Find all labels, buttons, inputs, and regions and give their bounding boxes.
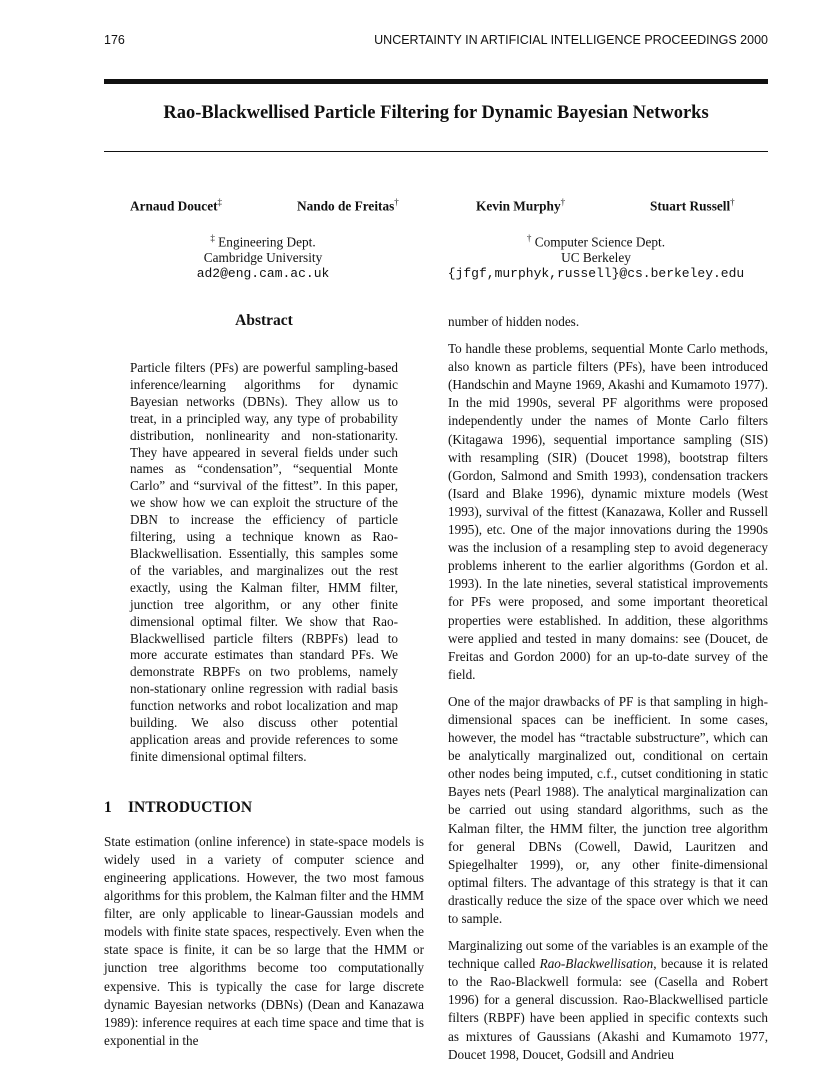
affiliation-berkeley xyxy=(436,230,756,282)
emphasized-term: Rao-Blackwellisation xyxy=(539,956,654,972)
intro-paragraph-1: State estimation (online inference) in state-space models is widely used in a variety of computer science and engineering applications. However, the two most famous algorithms for this problem, the Kalman filter and the HMM filter, are only applicable to linear-Gaussian models and models with finite state spaces, respectively. Even when the state space is finite, it can be so large that the HMM or junction tree algorithms become too computationally expensive. This is typically the case for large discrete dynamic Bayesian networks (DBNs) (Dean and Kanazawa 1989): inference requires at each time space and time that is exponential in the xyxy=(104,833,424,1048)
affiliation-email: ad2@eng.cam.ac.uk xyxy=(196,266,330,282)
title-rule-top xyxy=(104,79,768,84)
author-mark: † xyxy=(394,197,399,207)
intro-paragraph-3: One of the major drawbacks of PF is that sampling in high-dimensional spaces can be inefficient. In some cases, however, the model has “tractable substructure”, which can be analytically marginalized out, conditional on certain other nodes being imputed, c.f., cutset conditioning in static Bayes nets (Pearl 1988). The analytical marginalization can be carried out using standard algorithms, such as the Kalman filter, the HMM filter, the junction tree algorithm for general DBNs (Cowell, Dawid, Lauritzen and Spiegelhalter 1999), or, any other finite-dimensional optimal filters. The advantage of this strategy is that it can drastically reduce the size of the space over which we need to sample. xyxy=(448,693,768,926)
left-column xyxy=(104,312,424,1050)
section-heading xyxy=(104,799,424,817)
paper-title: Rao-Blackwellised Particle Filtering for Dynamic Bayesian Networks xyxy=(163,103,709,123)
right-column xyxy=(448,313,768,1073)
page-number: 176 xyxy=(104,33,125,47)
affiliation-cambridge xyxy=(150,230,376,282)
author-name: Kevin Murphy xyxy=(476,198,561,214)
intro-paragraph-2: To handle these problems, sequential Monte Carlo methods, also known as particle filters (PFs), have been introduced (Handschin and Mayne 1969, Akashi and Kumamoto 1977). In the mid 1990s, several PF algorithms were proposed independently under the names of Monte Carlo filters (Kitagawa 1996), sequential importance sampling (SIS) with resampling (SIR) (Doucet 1998), bootstrap filters (Gordon, Salmond and Smith 1993), condensation trackers (Isard and Blake 1996), dynamic mixture models (West 1993), survival of the fittest (Kanazawa, Koller and Russell 1995), etc. One of the major innovations during the 1990s was the inclusion of a resampling step to avoid degeneracy problems inherent to the earlier algorithms (Gordon et al. 1993). In the late nineties, several statistical improvements for PFs were proposed, and some important theoretical properties were established. In addition, these algorithms were applied and tested in many domains: see (Doucet, de Freitas and Gordon 2000) for an up-to-date survey of the field. xyxy=(448,341,768,682)
abstract-text: Particle filters (PFs) are powerful sampling-based inference/learning algorithms for dynamic Bayesian networks (DBNs). They allow us to treat, in a principled way, any type of probability distribution, nonlinearity and non-stationarity. They have appeared in several fields under such names as “condensation”, “sequential Monte Carlo” and “survival of the fittest”. In this paper, we show how we can exploit the structure of the DBN to increase the efficiency of particle filtering, using a technique known as Rao-Blackwellisation. Essentially, this samples some of the variables, and marginalizes out the rest exactly, using the Kalman filter, HMM filter, junction tree algorithm, or any other finite dimensional optimal filter. We show that Rao-Blackwellised particle filters (RBPFs) lead to more accurate estimates than standard PFs. We demonstrate RBPFs on two problems, namely non-stationary online regression with radial basis function networks and robot localization and map building. We also discuss other potential application areas and provide references to some finite dimensional optimal filters. xyxy=(130,360,398,764)
running-header xyxy=(104,33,768,49)
section-number: 1 xyxy=(104,798,112,816)
section-title: INTRODUCTION xyxy=(128,798,253,816)
affiliation-org: UC Berkeley xyxy=(561,250,631,266)
author-mark: ‡ xyxy=(217,197,223,207)
affiliation-mark: † xyxy=(526,233,532,243)
intro-paragraph-4 xyxy=(448,937,768,1064)
paragraph-text: Marginalizing out some of the variables is an example of the technique called xyxy=(448,938,768,972)
author-name: Nando de Freitas xyxy=(297,198,395,214)
author-russell xyxy=(650,197,735,214)
abstract-heading: Abstract xyxy=(235,312,293,329)
paragraph-text: , because it is related to the Rao-Blackwell formula: see (Casella and Robert 1996) for a general discussion. Rao-Blackwellised particle filters (RBPF) have been applied in specific contexts such as mixtures of Gaussians (Akashi and Kumamoto 1977, Doucet 1998, Doucet, Godsill and Andrieu xyxy=(448,956,768,1062)
intro-paragraph-1-continued: number of hidden nodes. xyxy=(448,314,580,329)
affiliation-mark: ‡ xyxy=(210,233,215,243)
venue-title: UNCERTAINTY IN ARTIFICIAL INTELLIGENCE PROCEEDINGS 2000 xyxy=(374,33,768,47)
author-name: Stuart Russell xyxy=(650,198,731,214)
author-de-freitas xyxy=(297,197,399,214)
affiliation-dept: Engineering Dept. xyxy=(218,234,316,250)
author-mark: † xyxy=(560,197,566,207)
affiliation-dept: Computer Science Dept. xyxy=(534,234,666,250)
author-mark: † xyxy=(730,197,735,207)
author-doucet xyxy=(130,197,222,214)
author-name: Arnaud Doucet xyxy=(130,198,218,214)
affiliation-email: {jfgf,murphyk,russell}@cs.berkeley.edu xyxy=(447,266,745,282)
title-rule-bottom xyxy=(104,151,768,152)
author-murphy xyxy=(476,197,565,214)
affiliation-org: Cambridge University xyxy=(203,250,323,266)
